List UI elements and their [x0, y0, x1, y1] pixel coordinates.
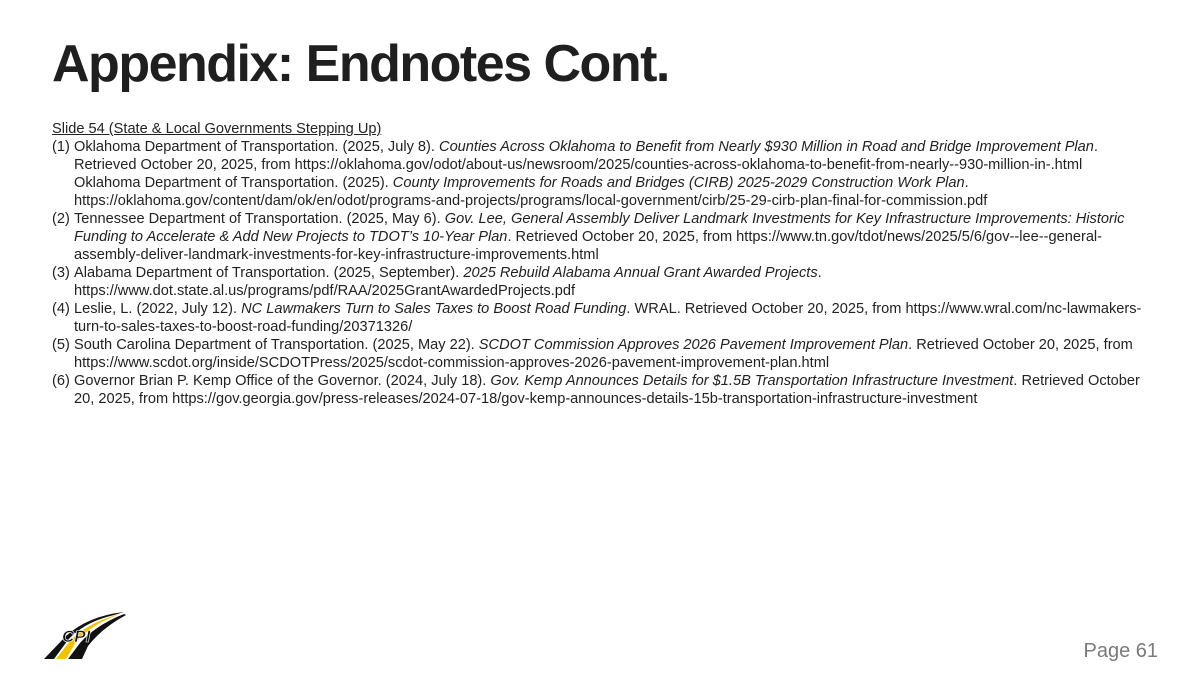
citation-author-date: South Carolina Department of Transportation. (2025, May 22).: [74, 337, 479, 353]
citation-title: NC Lawmakers Turn to Sales Taxes to Boost Road Funding: [241, 301, 627, 317]
page-number: Page 61: [1083, 640, 1158, 662]
cpi-logo: [40, 606, 128, 662]
citation-author-date: Governor Brian P. Kemp Office of the Governor. (2024, July 18).: [74, 373, 491, 389]
citation-title: County Improvements for Roads and Bridges (CIRB) 2025-2029 Construction Work Plan: [392, 175, 965, 191]
citation-source: . https://www.dot.state.al.us/programs/pdf/RAA/2025GrantAwardedProjects.pdf: [74, 265, 822, 299]
citation-title: Gov. Lee, General Assembly Deliver Landmark Investments for Key Infrastructure Improvements: Historic Funding to Accelerate & Add New Projects to TDOT’s 10-Year Plan: [74, 211, 1125, 245]
citation-author-date: Tennessee Department of Transportation. (2025, May 6).: [74, 211, 445, 227]
citation: [74, 138, 1152, 174]
citation-author-date: Oklahoma Department of Transportation. (2025).: [74, 175, 393, 191]
citation-author-date: Alabama Department of Transportation. (2025, September).: [74, 265, 464, 281]
reference-number: (4): [52, 301, 70, 317]
citation: [74, 300, 1152, 336]
citation: [74, 210, 1152, 264]
citation-source: . Retrieved October 20, 2025, from https://www.scdot.org/inside/SCDOTPress/2025/scdot-commission-approves-2026-pavement-improvement-plan.html: [74, 337, 1133, 371]
citation-source: . Retrieved October 20, 2025, from https://oklahoma.gov/odot/about-us/newsroom/2025/counties-across-oklahoma-to-benefit-from-nearly--930-million-in-.html: [74, 139, 1098, 173]
citation: [74, 336, 1152, 372]
page-title: Appendix: Endnotes Cont.: [52, 35, 669, 93]
citation-title: Counties Across Oklahoma to Benefit from Nearly $930 Million in Road and Bridge Improvement Plan: [439, 139, 1094, 155]
citation-source: . https://oklahoma.gov/content/dam/ok/en/odot/programs-and-projects/programs/local-government/cirb/25-29-cirb-plan-final-for-commission.pdf: [74, 175, 988, 209]
citation: [74, 174, 1152, 210]
citation-author-date: Leslie, L. (2022, July 12).: [74, 301, 242, 317]
reference-list: [52, 138, 1152, 408]
citation: [74, 372, 1152, 408]
reference-item: [52, 264, 1152, 300]
reference-item: [52, 300, 1152, 336]
reference-number: (1): [52, 139, 70, 155]
reference-number: (2): [52, 211, 70, 227]
citation-source: . Retrieved October 20, 2025, from https://www.tn.gov/tdot/news/2025/5/6/gov--lee--general-assembly-deliver-landmark-investments-for-key-infrastructure-improvements.html: [74, 229, 1103, 263]
citation-source: . Retrieved October 20, 2025, from https://gov.georgia.gov/press-releases/2024-07-18/gov-kemp-announces-details-15b-transportation-infrastructure-investment: [74, 373, 1140, 407]
citation-title: SCDOT Commission Approves 2026 Pavement Improvement Plan: [478, 337, 909, 353]
citation-author-date: Oklahoma Department of Transportation. (2025, July 8).: [74, 139, 440, 155]
reference-item: [52, 138, 1152, 210]
reference-number: (6): [52, 373, 70, 389]
reference-item: [52, 372, 1152, 408]
reference-number: (3): [52, 265, 70, 281]
reference-number: (5): [52, 337, 70, 353]
citation-title: 2025 Rebuild Alabama Annual Grant Awarded Projects: [463, 265, 818, 281]
citation-source: . WRAL. Retrieved October 20, 2025, from https://www.wral.com/nc-lawmakers-turn-to-sales-taxes-to-boost-road-funding/20371326/: [74, 301, 1142, 335]
reference-item: [52, 210, 1152, 264]
reference-item: [52, 336, 1152, 372]
citation-title: Gov. Kemp Announces Details for $1.5B Transportation Infrastructure Investment: [490, 373, 1014, 389]
endnotes-body: [52, 120, 1152, 408]
logo-text: CPI: [62, 627, 91, 646]
citation: [74, 264, 1152, 300]
section-heading: Slide 54 (State & Local Governments Stepping Up): [52, 121, 382, 137]
